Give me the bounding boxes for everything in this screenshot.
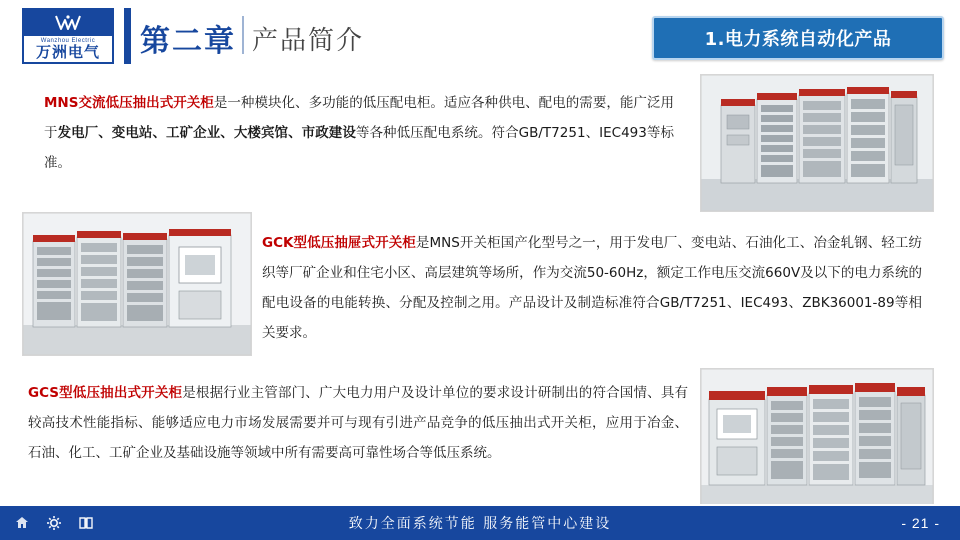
header-divider bbox=[242, 16, 244, 54]
paragraph-mns-text-bold: 发电厂、变电站、工矿企业、大楼宾馆、市政建设 bbox=[57, 125, 356, 141]
section-tag-badge bbox=[652, 16, 944, 60]
slide-header bbox=[0, 0, 960, 72]
company-logo bbox=[22, 8, 114, 64]
footer-slogan: 致力全面系统节能 服务能管中心建设 bbox=[348, 516, 612, 532]
logo-mark-band bbox=[24, 10, 112, 36]
w-monogram-icon bbox=[53, 13, 83, 33]
logo-brand-en: Wanzhou Electric bbox=[40, 38, 96, 44]
paragraph-gck-keyword: GCK型低压抽屉式开关柜 bbox=[262, 235, 416, 251]
paragraph-gcs bbox=[28, 378, 688, 468]
paragraph-gcs-keyword: GCS型低压抽出式开关柜 bbox=[28, 385, 183, 401]
paragraph-gck-text: 是MNS开关柜国产化型号之一，用于发电厂、变电站、石油化工、冶金轧钢、轻工纺织等厂矿企业和住宅小区、高层建筑等场所，作为交流50-60Hz，额定工作电压交流660V及以下的电力系统的配电设备的电能转换、分配及控制之用。产品设计及制造标准符合GB/T7251、IEC493、ZBK36001-89等相关要求。 bbox=[262, 235, 922, 341]
chapter-title: 第二章 bbox=[140, 24, 236, 59]
paragraph-mns-text-2: 等各种低压配电系统。符合GB/T7251、IEC493等标准。 bbox=[44, 125, 674, 171]
page-number: - 21 - bbox=[901, 515, 940, 531]
chapter-subtitle: 产品简介 bbox=[252, 26, 365, 56]
paragraph-mns-keyword: MNS交流低压抽出式开关柜 bbox=[44, 95, 214, 111]
paragraph-gcs-text: 是根据行业主管部门、广大电力用户及设计单位的要求设计研制出的符合国情、具有较高技术性能指标、能够适应电力市场发展需要并可与现有引进产品竞争的低压抽出式开关柜，应用于冶金、石油、化工、工矿企业及基础设施等领域中所有需要高可靠性场合等低压系统。 bbox=[28, 385, 689, 461]
section-tag-label: 1.电力系统自动化产品 bbox=[704, 29, 892, 50]
img-mns-cabinet bbox=[700, 74, 934, 212]
slide-footer bbox=[0, 506, 960, 540]
paragraph-mns bbox=[44, 88, 674, 178]
logo-brand-cn: 万洲电气 bbox=[35, 44, 100, 61]
img-gcs-cabinet bbox=[700, 368, 934, 510]
img-gck-cabinet bbox=[22, 212, 252, 356]
header-accent-bar bbox=[124, 8, 131, 64]
paragraph-gck bbox=[262, 228, 922, 348]
paragraph-mns-text-1: 是一种模块化、多功能的低压配电柜。适应各种供电、配电的需要，能广泛用于 bbox=[44, 95, 674, 141]
